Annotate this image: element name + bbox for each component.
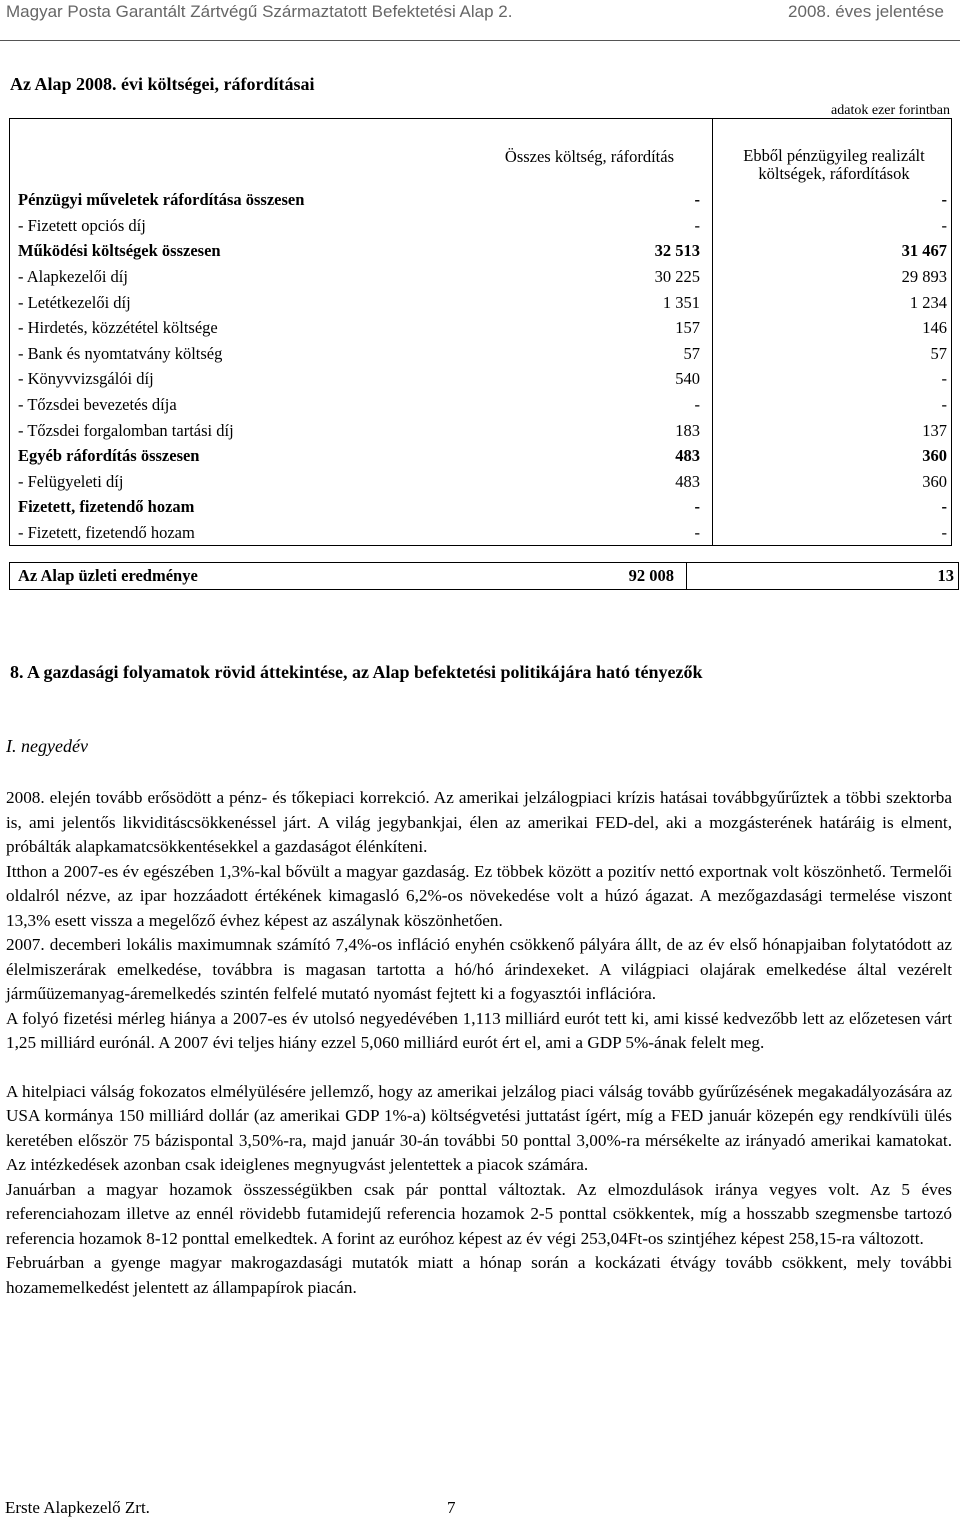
paragraph: 2007. decemberi lokális maximumnak számító 7,4%-os infláció enyhén csökkenő pályára állt, de az év első hónapjaiban folytatódott az élelmiszerárak emelkedése, továbbra is magasan tartotta a hó/hó árindexeket. A világpiaci olajárak emelkedése által vezérelt járműüzemanyag-áremelkedés szintén felfelé mutató nyomást fejtett ki a fogyasztói inflációra. — [6, 935, 952, 1003]
row-realized: 146 — [922, 318, 947, 338]
row-label: - Fizetett opciós díj — [18, 215, 146, 235]
col-realized-line2: költségek, ráfordítások — [758, 164, 910, 183]
row-realized: 137 — [922, 420, 947, 440]
row-realized: - — [941, 369, 947, 389]
table-row — [10, 366, 952, 392]
row-realized: - — [941, 497, 947, 517]
row-label: Fizetett, fizetendő hozam — [18, 497, 195, 517]
row-total: 483 — [422, 469, 713, 495]
row-realized: 360 — [922, 446, 947, 466]
row-label: - Tőzsdei bevezetés díja — [18, 395, 177, 415]
row-total: - — [422, 392, 713, 418]
table-row — [10, 392, 952, 418]
result-table — [9, 562, 959, 590]
cost-table — [9, 118, 952, 546]
row-total: 183 — [422, 417, 713, 443]
row-total: - — [422, 213, 713, 239]
row-total: - — [422, 520, 713, 546]
result-row — [10, 563, 959, 590]
cost-table-header — [10, 119, 952, 188]
row-total: 483 — [422, 443, 713, 469]
quarter-subtitle: I. negyedév — [6, 736, 88, 756]
row-total: 157 — [422, 315, 713, 341]
row-total: 30 225 — [422, 264, 713, 290]
paragraph: Januárban a magyar hozamok összességükben csak pár ponttal változtak. Az elmozdulások iránya vegyes volt. Az 5 éves referenciahozam illetve az ennél rövidebb futamidejű referencia hozamok 2-5 ponttal csökkentek, míg a hosszabb szegmensbe tartozó referencia hozamok 8-12 ponttal emelkedtek. A forint az euróhoz képest az év végi 253,04Ft-os szintjéhez képest 258,15-ra változott. — [6, 1179, 952, 1248]
result-realized: 13 — [937, 566, 954, 585]
row-total: 1 351 — [422, 289, 713, 315]
row-realized: 360 — [922, 471, 947, 491]
table-row — [10, 264, 952, 290]
table-row — [10, 187, 952, 213]
row-label: Egyéb ráfordítás összesen — [18, 446, 200, 466]
row-label: - Felügyeleti díj — [18, 471, 124, 491]
paragraph: A hitelpiaci válság fokozatos elmélyülésére jellemző, hogy az amerikai jelzálog piaci válság tovább gyűrűzésének megakadályozására az USA kormánya 150 milliárd dollár (az amerikai GDP 1%-a) költségvetési juttatást ígért, míg a FED január közepén egy rendkívüli ülés keretében először 75 bázispontal 3,50%-ra, majd január 30-án további 50 ponttal 3,00%-ra mérsékelte az irányadó amerikai kamatokat. Az intézkedések azonban csak ideiglenes megnyugvást jelentettek a piacok számára. — [6, 1081, 952, 1174]
page-number: 7 — [447, 1498, 456, 1517]
table-row — [10, 520, 952, 546]
row-label: - Letétkezelői díj — [18, 292, 131, 312]
row-realized: 29 893 — [901, 267, 947, 287]
section-heading-8: 8. A gazdasági folyamatok rövid áttekintése, az Alap befektetési politikájára ható tényezők — [10, 662, 703, 682]
paragraph: 2008. elején tovább erősödött a pénz- és tőkepiaci korrekció. Az amerikai jelzálogpiaci krízis hatásai továbbgyűrűztek a többi szektorba is, ami jelentős likviditáscsökkenéssel járt. A világ jegybankjai, élen az amerikai FED-del, aki a mozgásterének határáig is elment, próbálták alapkamatcsökkentésekkel a gazdaságot élénkíteni. — [6, 788, 952, 856]
header-blank — [10, 119, 423, 188]
row-label: - Fizetett, fizetendő hozam — [18, 523, 195, 543]
row-label: - Bank és nyomtatvány költség — [18, 343, 223, 363]
page-header — [0, 0, 960, 41]
header-report-title: 2008. éves jelentése — [788, 2, 944, 21]
row-label: Pénzügyi műveletek ráfordítása összesen — [18, 190, 305, 210]
row-label: Működési költségek összesen — [18, 241, 221, 261]
table-row — [10, 213, 952, 239]
col-realized-line1: Ebből pénzügyileg realizált — [743, 146, 925, 165]
table-row — [10, 417, 952, 443]
row-total: 32 513 — [422, 238, 713, 264]
row-label: - Hirdetés, közzététel költsége — [18, 318, 218, 338]
table-row — [10, 315, 952, 341]
row-label: - Könyvvizsgálói díj — [18, 369, 154, 389]
footer-company: Erste Alapkezelő Zrt. — [5, 1498, 150, 1517]
col-realized-header — [713, 119, 952, 188]
row-realized: - — [941, 190, 947, 210]
row-total: 57 — [422, 341, 713, 367]
row-realized: 57 — [930, 343, 947, 363]
table-row — [10, 238, 952, 264]
paragraph: Itthon a 2007-es év egészében 1,3%-kal bővült a magyar gazdaság. Ez többek között a pozitív nettó exportnak volt köszönhető. Termelői oldalról nézve, az ipar hozzáadott értékének kimagasló 6,2%-os növekedése volt a húzó ágazat. A mezőgazdasági termelése viszont 13,3% esett vissza a megelőző évhez képest az aszálynak köszönhetően. — [6, 861, 952, 930]
header-fund-name: Magyar Posta Garantált Zártvégű Származtatott Befektetési Alap 2. — [6, 2, 513, 21]
table-row — [10, 443, 952, 469]
table-row — [10, 289, 952, 315]
row-label: - Tőzsdei forgalomban tartási díj — [18, 420, 234, 440]
row-realized: - — [941, 395, 947, 415]
result-total: 92 008 — [422, 563, 687, 590]
row-realized: - — [941, 523, 947, 543]
body-text — [6, 786, 952, 1300]
row-label: - Alapkezelői díj — [18, 267, 128, 287]
row-realized: - — [941, 215, 947, 235]
table-row — [10, 469, 952, 495]
col-total-header: Összes költség, ráfordítás — [422, 119, 713, 188]
section-title: Az Alap 2008. évi költségei, ráfordításai — [10, 74, 315, 94]
paragraph: A folyó fizetési mérleg hiánya a 2007-es év utolsó negyedévében 1,113 milliárd eurót tett ki, ami kissé kedvezőbb lett az előzetesen várt 1,25 milliárd eurónál. A 2007 évi teljes hiány ezzel 5,060 milliárd eurót ért el, ami a GDP 5%-ának felelt meg. — [6, 1008, 952, 1052]
paragraph: Februárban a gyenge magyar makrogazdasági mutatók miatt a hónap során a kockázati étvágy tovább csökkent, mely további hozamemelkedést jelentett az állampapírok piacán. — [6, 1253, 952, 1297]
table-row — [10, 341, 952, 367]
row-total: - — [422, 187, 713, 213]
result-label: Az Alap üzleti eredménye — [18, 566, 198, 585]
row-realized: 31 467 — [901, 241, 947, 261]
row-realized: 1 234 — [909, 292, 947, 312]
row-total: - — [422, 494, 713, 520]
row-total: 540 — [422, 366, 713, 392]
table-row — [10, 494, 952, 520]
unit-note: adatok ezer forintban — [831, 103, 950, 118]
